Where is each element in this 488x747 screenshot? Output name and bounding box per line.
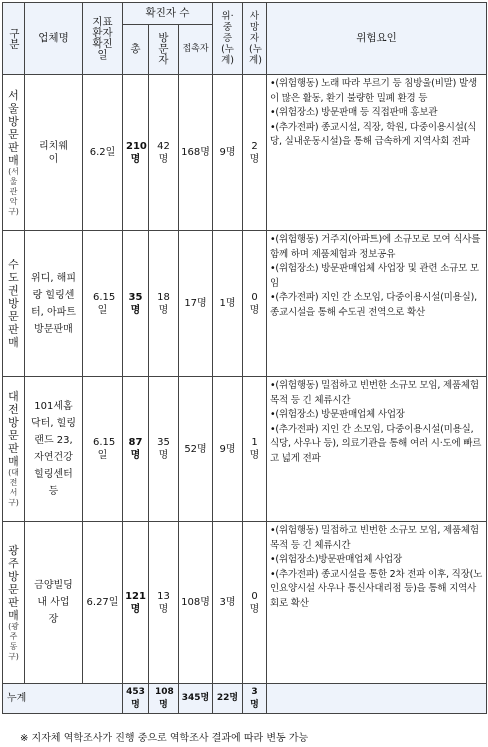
table-row [3,231,487,377]
date-cell: 6.15일 [83,377,123,522]
contact-cell: 108명 [179,522,213,684]
risk-line: •(추가전파) 지인 간 소모임, 다중이용시설(미용실), 종교시설을 통해 수도권 전역으로 확산 [270,292,477,318]
total-cell: 210명 [123,75,149,231]
risk-line: •(위험행동) 밀접하고 빈번한 소규모 모임, 제품체험 목적 등 긴 체류시간 [270,525,479,551]
risk-cell [267,75,487,231]
header-risk: 위험요인 [267,3,487,75]
risk-cell [267,377,487,522]
critical-cell: 9명 [213,377,243,522]
header-total: 총 [123,25,149,75]
region-sub: (서울관악구) [8,166,19,216]
header-gubun: 구분 [3,3,25,75]
region-label: 서울방문판매 [8,88,19,167]
risk-line: •(위험장소)방문판매업체 사업장 [270,554,402,565]
footnote: ※ 지자체 역학조사가 진행 중으로 역학조사 결과에 따라 변동 가능 [20,733,309,744]
company-cell: 101세홈닥터, 힐링랜드 23, 자연건강 힐링센터 등 [25,377,83,522]
region-cell [3,75,25,231]
totals-deaths: 3명 [243,684,267,714]
region-label: 대전방문판매 [8,390,19,468]
totals-critical: 22명 [213,684,243,714]
header-company: 업체명 [25,3,83,75]
region-label: 광주방문판매 [8,543,19,622]
total-cell: 35명 [123,231,149,377]
date-cell: 6.27일 [83,522,123,684]
visitor-cell: 18명 [149,231,179,377]
deaths-cell: 0명 [243,522,267,684]
header-deaths: 사망자(누계) [243,3,267,75]
table-row [3,522,487,684]
contact-cell: 52명 [179,377,213,522]
totals-total: 453명 [123,684,149,714]
header-contact: 접촉자 [179,25,213,75]
region-cell [3,231,25,377]
contact-cell: 17명 [179,231,213,377]
region-sub: (대전서구) [8,468,19,507]
visitor-cell: 42명 [149,75,179,231]
date-cell: 6.2일 [83,75,123,231]
totals-row [3,684,487,714]
table-row [3,75,487,231]
risk-cell [267,522,487,684]
table-row [3,377,487,522]
totals-contact: 345명 [179,684,213,714]
header-visitor: 방문자 [149,25,179,75]
total-cell: 87명 [123,377,149,522]
totals-visitor: 108명 [149,684,179,714]
risk-line: •(추가전파) 종교시설, 직장, 학원, 다중이용시설(식당, 실내운동시설)을 통해 급속하게 지역사회 전파 [270,121,477,147]
deaths-cell: 0명 [243,231,267,377]
risk-line: •(위험장소) 방문판매업체 사업장 [270,409,405,420]
date-cell: 6.15일 [83,231,123,377]
region-cell [3,522,25,684]
header-confirmed: 확진자 수 [123,3,213,25]
risk-line: •(위험장소) 방문판매 등 직접판매 홍보관 [270,107,438,118]
risk-cell [267,231,487,377]
critical-cell: 3명 [213,522,243,684]
company-cell: 금양빌딩 내 사업장 [25,522,83,684]
visitor-cell: 13명 [149,522,179,684]
region-sub: (광주동구) [8,621,19,661]
totals-label: 누계 [3,684,123,714]
risk-line: •(추가전파) 종교시설을 통한 2차 전파 이후, 직장(노인요양시설 사우나 통신사대리점 등)을 통해 지역사회로 확산 [270,568,483,609]
critical-cell: 9명 [213,75,243,231]
header-index-date: 지표환자확진일 [83,3,123,75]
company-cell: 위디, 해피랑 힐링센터, 아파트 방문판매 [25,231,83,377]
total-cell: 121명 [123,522,149,684]
risk-line: •(위험행동) 노래 따라 부르기 등 침방울(비말) 발생이 많은 활동, 환기 불량한 밀폐 환경 등 [270,78,477,104]
visitor-cell: 35명 [149,377,179,522]
risk-line: •(위험장소) 방문판매업체 사업장 및 관련 소규모 모임 [270,263,479,289]
totals-risk-empty [267,684,487,714]
region-label: 수도권방문판매 [8,258,19,349]
region-cell [3,377,25,522]
header-critical: 위·중증(누계) [213,3,243,75]
covid-cluster-table [2,2,487,714]
contact-cell: 168명 [179,75,213,231]
company-cell: 리치웨이 [25,75,83,231]
risk-line: •(추가전파) 지인 간 소모임, 다중이용시설(미용실, 식당, 사우나 등), 의료기관을 통해 여러 시·도에 빠르고 넓게 전파 [270,423,482,464]
deaths-cell: 2명 [243,75,267,231]
risk-line: •(위험행동) 거주지(아파트)에 소규모로 모여 식사를 함께 하며 제품체험과 정보공유 [270,234,481,260]
risk-line: •(위험행동) 밀접하고 빈번한 소규모 모임, 제품체험 목적 등 긴 체류시간 [270,380,479,406]
critical-cell: 1명 [213,231,243,377]
deaths-cell: 1명 [243,377,267,522]
